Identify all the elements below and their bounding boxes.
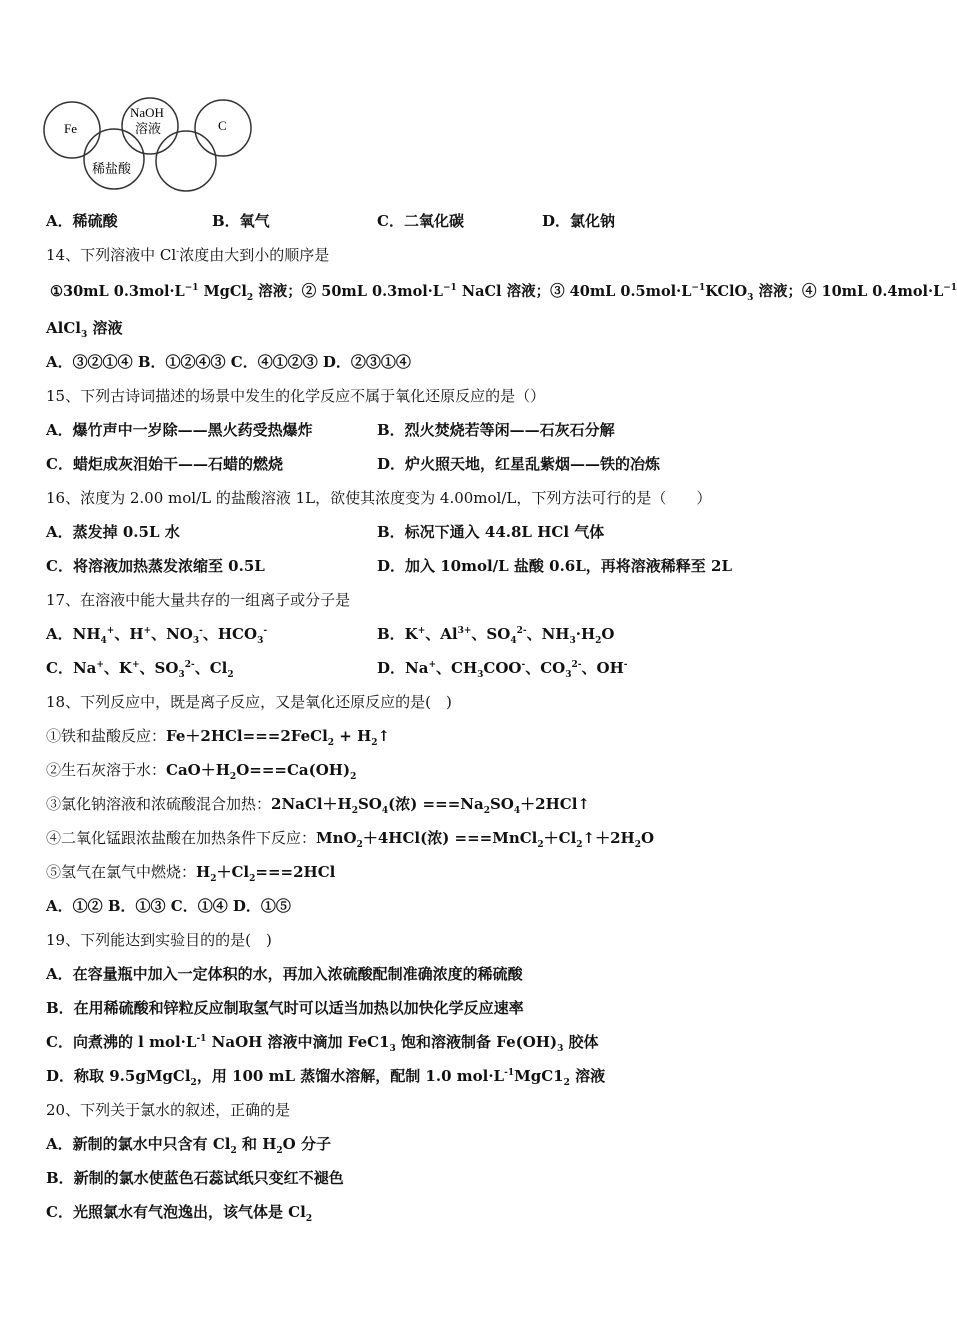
q14-options: A．③②①④ B．①②④③ C．④①②③ D．②③①④ <box>46 353 411 371</box>
q20-option-b: B．新制的氯水使蓝色石蕊试纸只变红不褪色 <box>46 1169 344 1187</box>
q18-reaction-5: ⑤氢气在氯气中燃烧：$H_2+Cl_2===2HCl$ <box>46 863 336 884</box>
q15-option-b: B．烈火焚烧若等闲——石灰石分解 <box>377 421 615 439</box>
q18-reaction-2: ②生石灰溶于水：$CaO+H_2O===Ca(OH)_2$ <box>46 761 357 782</box>
q15-option-a: A．爆竹声中一岁除——黑火药受热爆炸 <box>46 421 313 439</box>
q16-option-a: A．蒸发掉 0.5L 水 <box>46 523 180 541</box>
q19-option-a: A．在容量瓶中加入一定体积的水，再加入浓硫酸配制准确浓度的稀硫酸 <box>46 965 523 983</box>
q18-stem: 18、下列反应中，既是离子反应，又是氧化还原反应的是( ) <box>46 693 452 711</box>
q16-option-c: C．将溶液加热蒸发浓缩至 0.5L <box>46 557 265 575</box>
q20-option-a: A．新制的氯水中只含有 $Cl_2$ 和 $H_2O$ 分子 <box>46 1135 331 1156</box>
q16-option-d: D．加入 10mol/L 盐酸 0.6L，再将溶液稀释至 2L <box>377 557 732 575</box>
q15-stem: 15、下列古诗词描述的场景中发生的化学反应不属于氧化还原反应的是（） <box>46 387 546 405</box>
q16-option-b: B．标况下通入 44.8L HCl 气体 <box>377 523 605 541</box>
q19-stem: 19、下列能达到实验目的的是( ) <box>46 931 272 949</box>
q17-stem: 17、在溶液中能大量共存的一组离子或分子是 <box>46 591 351 609</box>
q17-option-b: B．K+、$Al^{3+}$、$SO_4^{2-}$、$NH_3\cdot H_2O$ <box>377 625 615 646</box>
label-hcl: 稀盐酸 <box>92 162 132 177</box>
q18-reaction-1: ①铁和盐酸反应：Fe＋2HCl===2FeCl$_2$ + $H_2↑$ <box>46 727 391 748</box>
label-naoh-1: NaOH <box>130 105 164 120</box>
q13-option-b: B．氧气 <box>212 212 270 230</box>
circle-hcl <box>84 129 144 189</box>
q15-option-c: C．蜡炬成灰泪始干——石蜡的燃烧 <box>46 455 283 473</box>
q17-option-d: D．Na+、$CH_3COO^-$、$CO_3^{2-}$、OH- <box>377 659 628 680</box>
q18-options: A．①② B．①③ C．①④ D．①⑤ <box>46 897 291 915</box>
label-c: C <box>218 118 227 133</box>
q13-option-c: C．二氧化碳 <box>377 212 464 230</box>
q13-options <box>46 211 615 231</box>
label-fe: Fe <box>64 121 77 136</box>
q14-stem: 14、下列溶液中 Cl-浓度由大到小的顺序是 <box>46 246 330 264</box>
q19-option-b: B．在用稀硫酸和锌粒反应制取氢气时可以适当加热以加快化学反应速率 <box>46 999 524 1017</box>
circle-empty <box>156 131 216 191</box>
venn-circle-diagram <box>40 95 260 195</box>
q13-option-a: A．稀硫酸 <box>46 212 118 230</box>
q18-reaction-4: ④二氧化锰跟浓盐酸在加热条件下反应：MnO$_2$＋4HCl(浓) $===MnCl_2+Cl_2↑+2H_2O$ <box>46 829 655 850</box>
label-naoh-2: 溶液 <box>135 122 162 137</box>
q14-solutions-cont: AlCl$_3$ 溶液 <box>46 319 123 340</box>
q20-option-c: C．光照氯水有气泡逸出，该气体是 $Cl_2$ <box>46 1203 313 1224</box>
q15-option-d: D．炉火照天地，红星乱紫烟——铁的冶炼 <box>377 455 661 473</box>
q19-option-c: C．向煮沸的 l $mol\cdot L^{-1}$ NaOH 溶液中滴加 $FeC1_3$ 饱和溶液制备 $Fe(OH)_3$ 胶体 <box>46 1033 599 1054</box>
q18-reaction-3: ③氯化钠溶液和浓硫酸混合加热：$2NaCl+H_2SO_4$(浓) $===Na_2SO_4+2HCl↑$ <box>46 795 590 816</box>
q17-option-a: A．$NH_4^+$、H+、$NO_3^-$、$HCO_3^-$ <box>46 625 268 646</box>
q14-solutions: ①30mL $0.3mol\cdot L^{-1}$ MgCl$_2$ 溶液；② 50mL $0.3mol\cdot L^{-1}$ NaCl 溶液；③ 40mL $0.5mol\cdot L^{-1}KClO_3$ 溶液；④ 10mL $0.4mol\cdot L^{-1}$ <box>50 283 957 303</box>
q19-option-d: D．称取 9.5gMgCl$_2$，用 100 mL 蒸馏水溶解，配制 1.0 $mol\cdot L^{-1}MgC1_2$ 溶液 <box>46 1067 606 1088</box>
q16-stem: 16、浓度为 2.00 mol/L 的盐酸溶液 1L，欲使其浓度变为 4.00mol/L，下列方法可行的是（ ） <box>46 489 712 507</box>
q17-option-c: C．Na+、K+、$SO_3^{2-}$、$Cl_2$ <box>46 659 234 680</box>
q13-option-d: D．氯化钠 <box>542 212 616 230</box>
q20-stem: 20、下列关于氯水的叙述，正确的是 <box>46 1101 291 1119</box>
